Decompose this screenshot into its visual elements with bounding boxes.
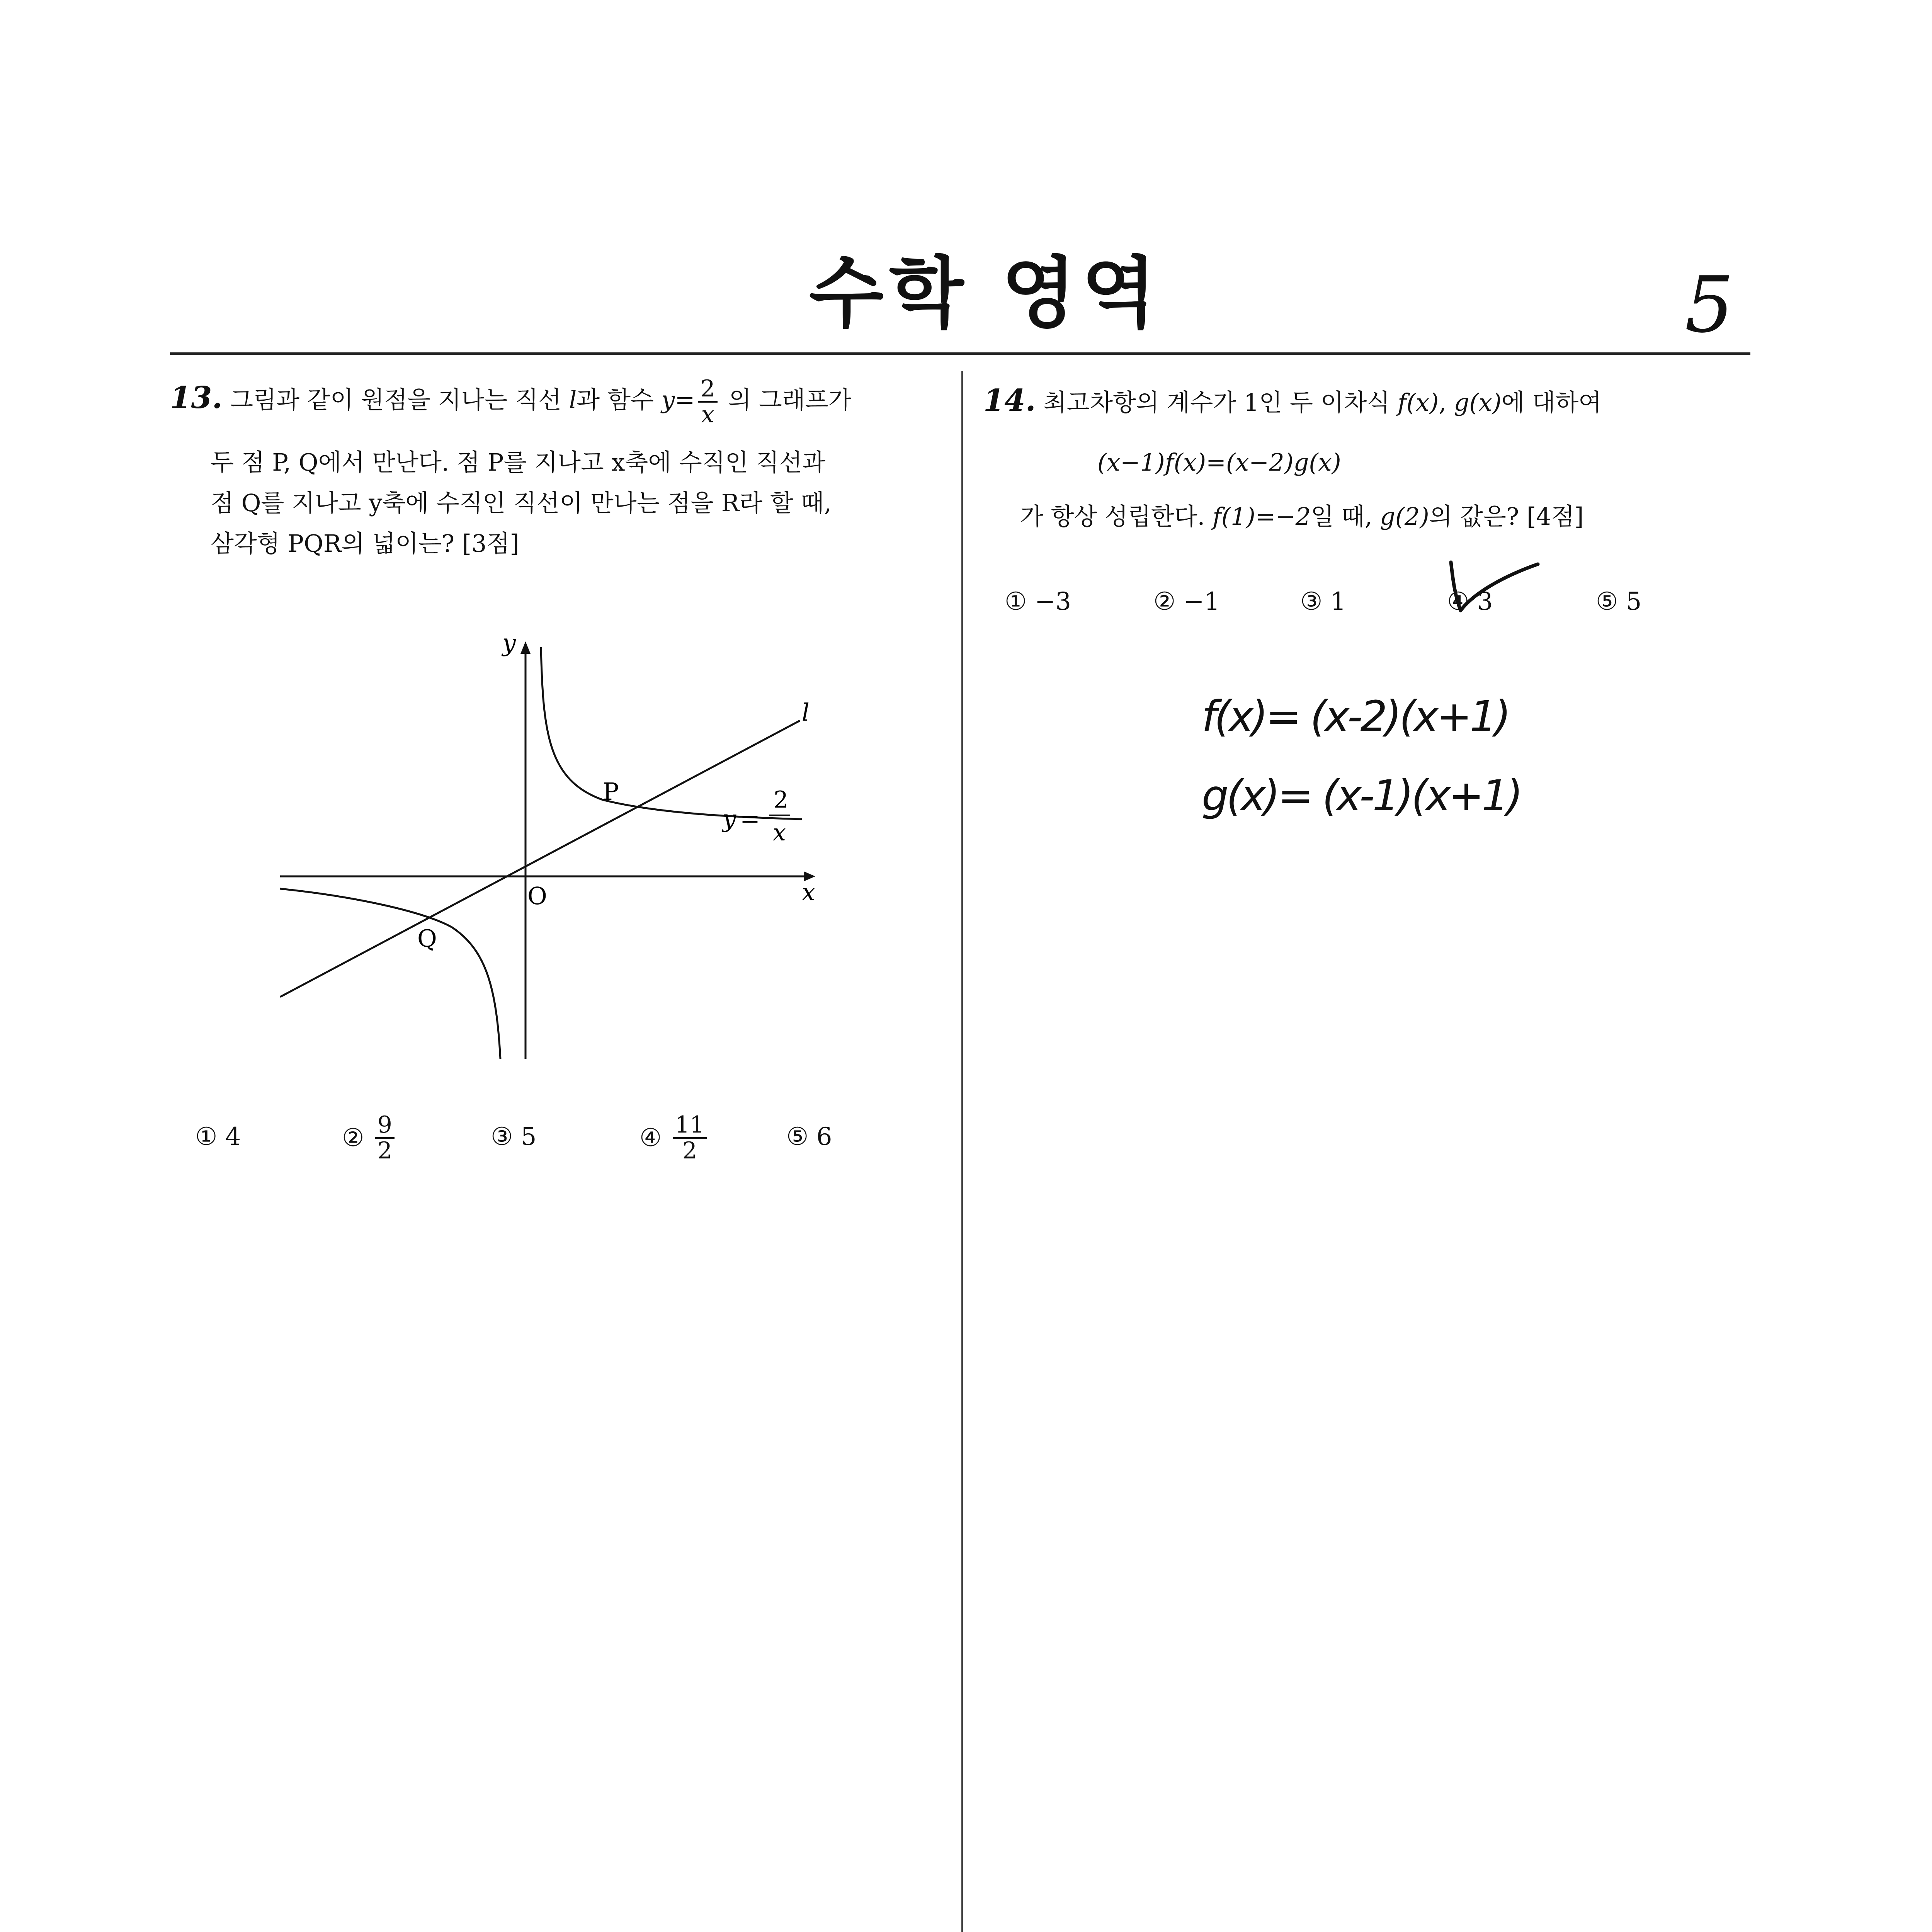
q13-text-b: 과 함수 — [577, 386, 662, 414]
q14-choice-4[interactable]: ④ 3 — [1447, 587, 1493, 616]
frac-num: 9 — [375, 1113, 395, 1139]
frac-num: 11 — [673, 1113, 707, 1139]
q14-g2: g(2) — [1380, 502, 1429, 531]
q13-line2: 두 점 P, Q에서 만난다. 점 P를 지나고 x축에 수직인 직선과 — [211, 448, 826, 476]
origin-label: O — [527, 882, 547, 910]
q13-choice-3[interactable] — [491, 1122, 536, 1151]
q13-choice-1[interactable] — [195, 1122, 241, 1151]
q14-choice-3[interactable]: ③ 1 — [1300, 587, 1346, 616]
q14-g: g(x) — [1454, 388, 1502, 417]
q13-choice-2[interactable] — [342, 1113, 398, 1163]
q14-text-f: 의 값은? [4점] — [1429, 502, 1584, 531]
hyperbola-branch-right — [541, 647, 802, 819]
curve-label-num: 2 — [774, 786, 789, 813]
handwriting-line1: f(x)= (x-2)(x+1) — [1202, 692, 1509, 741]
header-rule — [170, 352, 1750, 355]
q13-line4: 삼각형 PQR의 넓이는? [3점] — [211, 529, 519, 558]
line-l-label: l — [802, 698, 810, 726]
choice-value: 5 — [520, 1122, 537, 1151]
column-divider — [961, 371, 963, 1932]
choice-fraction — [375, 1113, 395, 1163]
curve-label-den: x — [773, 819, 786, 846]
choice-value: 4 — [225, 1122, 241, 1151]
q14-equation: (x−1)f(x)=(x−2)g(x) — [1097, 448, 1341, 476]
point-p-label: P — [603, 777, 619, 806]
hyperbola-branch-left — [280, 889, 500, 1059]
q14-f1: f(1)=−2 — [1213, 502, 1311, 531]
checkmark-icon — [1437, 553, 1553, 630]
q13-y: y — [661, 386, 675, 414]
q13-number: 13. — [170, 380, 223, 416]
choice-mark: ⑤ — [786, 1122, 809, 1151]
choice-mark: ① — [195, 1122, 218, 1151]
choice-fraction — [673, 1113, 707, 1163]
q13-frac-num: 2 — [698, 377, 717, 403]
q13-line3: 점 Q를 지나고 y축에 수직인 직선이 만나는 점을 R라 할 때, — [211, 489, 832, 517]
page-number: 5 — [1685, 260, 1734, 350]
q14-choice-2[interactable]: ② −1 — [1153, 587, 1220, 616]
q13-line1 — [170, 377, 852, 427]
q13-eq: = — [675, 386, 695, 414]
page-title: 수학 영역 — [809, 248, 1162, 338]
q14-text-c: 에 대하여 — [1501, 388, 1602, 417]
q14-choice-1[interactable]: ① −3 — [1005, 587, 1071, 616]
y-axis-arrow — [520, 641, 531, 654]
q13-text-c: 의 그래프가 — [720, 386, 852, 414]
q14-text-d: 가 항상 성립한다. — [1020, 502, 1213, 531]
q14-f: f(x) — [1398, 388, 1439, 417]
q14-text-e: 일 때, — [1311, 502, 1380, 531]
q14-number: 14. — [983, 383, 1036, 418]
x-axis-label: x — [802, 878, 815, 906]
q13-fraction — [698, 377, 717, 427]
line-l — [280, 721, 800, 997]
q14-text-a: 최고차항의 계수가 1인 두 이차식 — [1043, 388, 1398, 417]
q13-choice-4[interactable] — [639, 1113, 710, 1163]
frac-den: 2 — [682, 1137, 697, 1164]
handwriting-line2: g(x)= (x-1)(x+1) — [1202, 771, 1521, 820]
q13-frac-den: x — [701, 401, 714, 428]
q14-choice-5[interactable]: ⑤ 5 — [1596, 587, 1642, 616]
point-q-label: Q — [417, 924, 437, 952]
y-axis-label: y — [502, 629, 516, 657]
q13-choice-5[interactable] — [786, 1122, 832, 1151]
frac-den: 2 — [377, 1137, 392, 1164]
choice-mark: ② — [342, 1124, 364, 1152]
q13-graph — [270, 618, 850, 1074]
choice-value: 6 — [816, 1122, 832, 1151]
q13-l: l — [569, 386, 577, 414]
choice-mark: ④ — [639, 1124, 662, 1152]
q14-line3 — [1020, 502, 1584, 531]
curve-label-eq: = — [740, 804, 760, 833]
q14-line1 — [983, 383, 1602, 419]
q14-text-b: , — [1439, 388, 1454, 417]
q13-text-a: 그림과 같이 원점을 지나는 직선 — [230, 386, 569, 414]
choice-mark: ③ — [491, 1122, 513, 1151]
curve-label-y: y — [723, 804, 736, 833]
